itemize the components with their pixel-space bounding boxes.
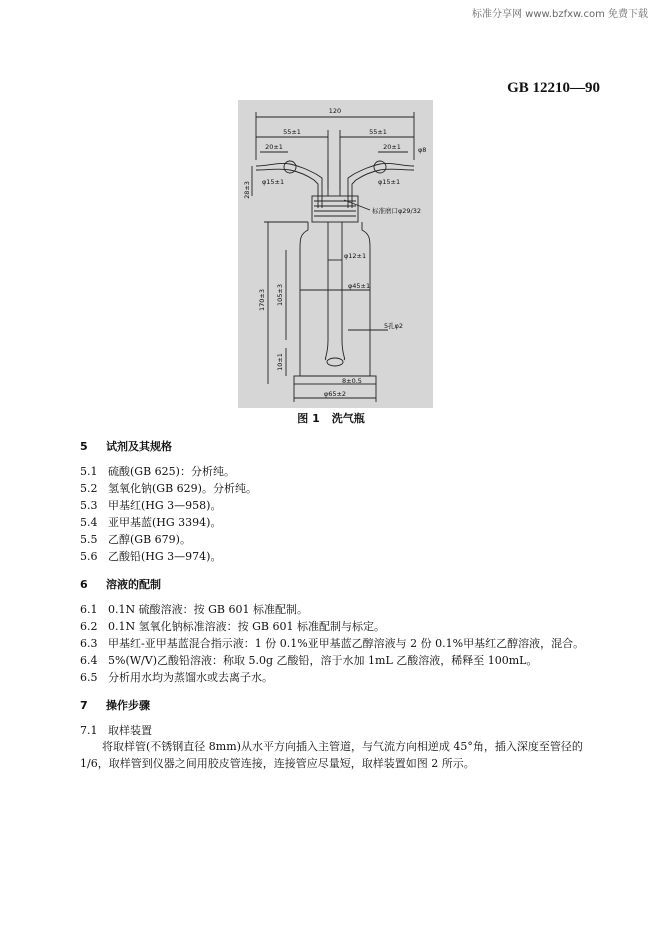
clause-number: 6.4 (80, 654, 98, 667)
clause-text: 0.1N 氢氧化钠标准溶液：按 GB 601 标准配制与标定。 (108, 620, 385, 633)
clause-6-2 (80, 618, 385, 634)
clause-number: 5.4 (80, 516, 98, 529)
figure-caption (0, 410, 662, 426)
dim-inner-dia: φ12±1 (344, 252, 367, 260)
clause-6-4 (80, 652, 537, 668)
section-number: 6 (80, 578, 88, 591)
clause-5-1 (80, 463, 235, 479)
dim-left-bulb: φ15±1 (262, 178, 285, 186)
section-number: 5 (80, 440, 88, 453)
dim-right-nozzle: 20±1 (383, 143, 401, 151)
dim-left-arm: 55±1 (283, 128, 301, 136)
clause-number: 6.3 (80, 637, 98, 650)
clause-6-1 (80, 601, 308, 617)
dim-left-nozzle: 20±1 (265, 143, 283, 151)
dim-tube-dia: φ8 (418, 146, 427, 154)
dim-total-width: 120 (328, 107, 342, 115)
clause-5-2 (80, 480, 257, 496)
clause-text: 甲基红(HG 3—958)。 (108, 499, 222, 512)
section-number: 7 (80, 699, 88, 712)
section-heading-5 (80, 438, 172, 454)
dim-outer-dia: φ45±1 (348, 282, 371, 290)
clause-number: 5.2 (80, 482, 98, 495)
standard-number: GB 12210—90 (507, 80, 600, 96)
dim-total-height: 170±3 (258, 289, 266, 311)
clause-5-4 (80, 514, 221, 530)
clause-text: 氢氧化钠(GB 629)。分析纯。 (108, 482, 257, 495)
clause-number: 5.3 (80, 499, 98, 512)
clause-7-1-paragraph: 将取样管(不锈钢直径 8mm)从水平方向插入主管道，与气流方向相逆成 45°角，插入深度至管径的1/6，取样管到仪器之间用胶皮管连接，连接管应尽量短，取样装置如图 2 所示。 (80, 740, 583, 770)
clause-text: 5%(W/V)乙酸铅溶液：称取 5.0g 乙酸铅，溶于水加 1mL 乙酸溶液，稀释至 100mL。 (108, 654, 538, 667)
clause-number: 7.1 (80, 724, 98, 737)
dim-base-dia: φ65±2 (323, 390, 347, 398)
clause-6-3 (80, 635, 584, 651)
gas-washing-bottle-figure (238, 100, 433, 408)
figure-title: 洗气瓶 (331, 412, 365, 425)
clause-number: 6.2 (80, 620, 98, 633)
dim-right-bulb: φ15±1 (378, 178, 401, 186)
dim-holes: 5孔φ2 (384, 322, 404, 330)
clause-text: 分析用水均为蒸馏水或去离子水。 (108, 671, 273, 684)
watermark: 标准分享网 www.bzfxw.com 免费下载 (472, 9, 648, 20)
section-title: 操作步骤 (106, 699, 150, 712)
clause-number: 5.1 (80, 465, 98, 478)
clause-number: 6.1 (80, 603, 98, 616)
dim-left-height: 28±3 (243, 181, 251, 199)
clause-text: 0.1N 硫酸溶液：按 GB 601 标准配制。 (108, 603, 308, 616)
clause-text: 乙醇(GB 679)。 (108, 533, 191, 546)
clause-5-6 (80, 548, 221, 564)
dim-joint: 标准磨口φ29/32 (372, 207, 422, 215)
clause-text: 甲基红-亚甲基蓝混合指示液：1 份 0.1%亚甲基蓝乙醇溶液与 2 份 0.1%甲基红乙醇溶液，混合。 (108, 637, 585, 650)
section-heading-7 (80, 697, 150, 713)
clause-number: 5.6 (80, 550, 98, 563)
section-title: 溶液的配制 (106, 578, 161, 591)
clause-text: 乙酸铅(HG 3—974)。 (108, 550, 222, 563)
clause-text: 取样装置 (108, 724, 152, 737)
clause-text: 亚甲基蓝(HG 3394)。 (108, 516, 222, 529)
clause-5-5 (80, 531, 191, 547)
clause-number: 5.5 (80, 533, 98, 546)
clause-6-5 (80, 669, 273, 685)
figure-drawing (238, 100, 433, 408)
dim-bottom-height: 10±1 (276, 353, 284, 371)
dim-inner-height: 105±3 (276, 284, 284, 306)
dim-right-arm: 55±1 (369, 128, 387, 136)
clause-5-3 (80, 497, 221, 513)
figure-number: 图 1 (297, 412, 320, 425)
dim-base-small: 8±0.5 (342, 377, 362, 385)
clause-text: 硫酸(GB 625)：分析纯。 (108, 465, 235, 478)
section-heading-6 (80, 576, 161, 592)
clause-7-1 (80, 722, 152, 738)
clause-number: 6.5 (80, 671, 98, 684)
section-title: 试剂及其规格 (106, 440, 172, 453)
